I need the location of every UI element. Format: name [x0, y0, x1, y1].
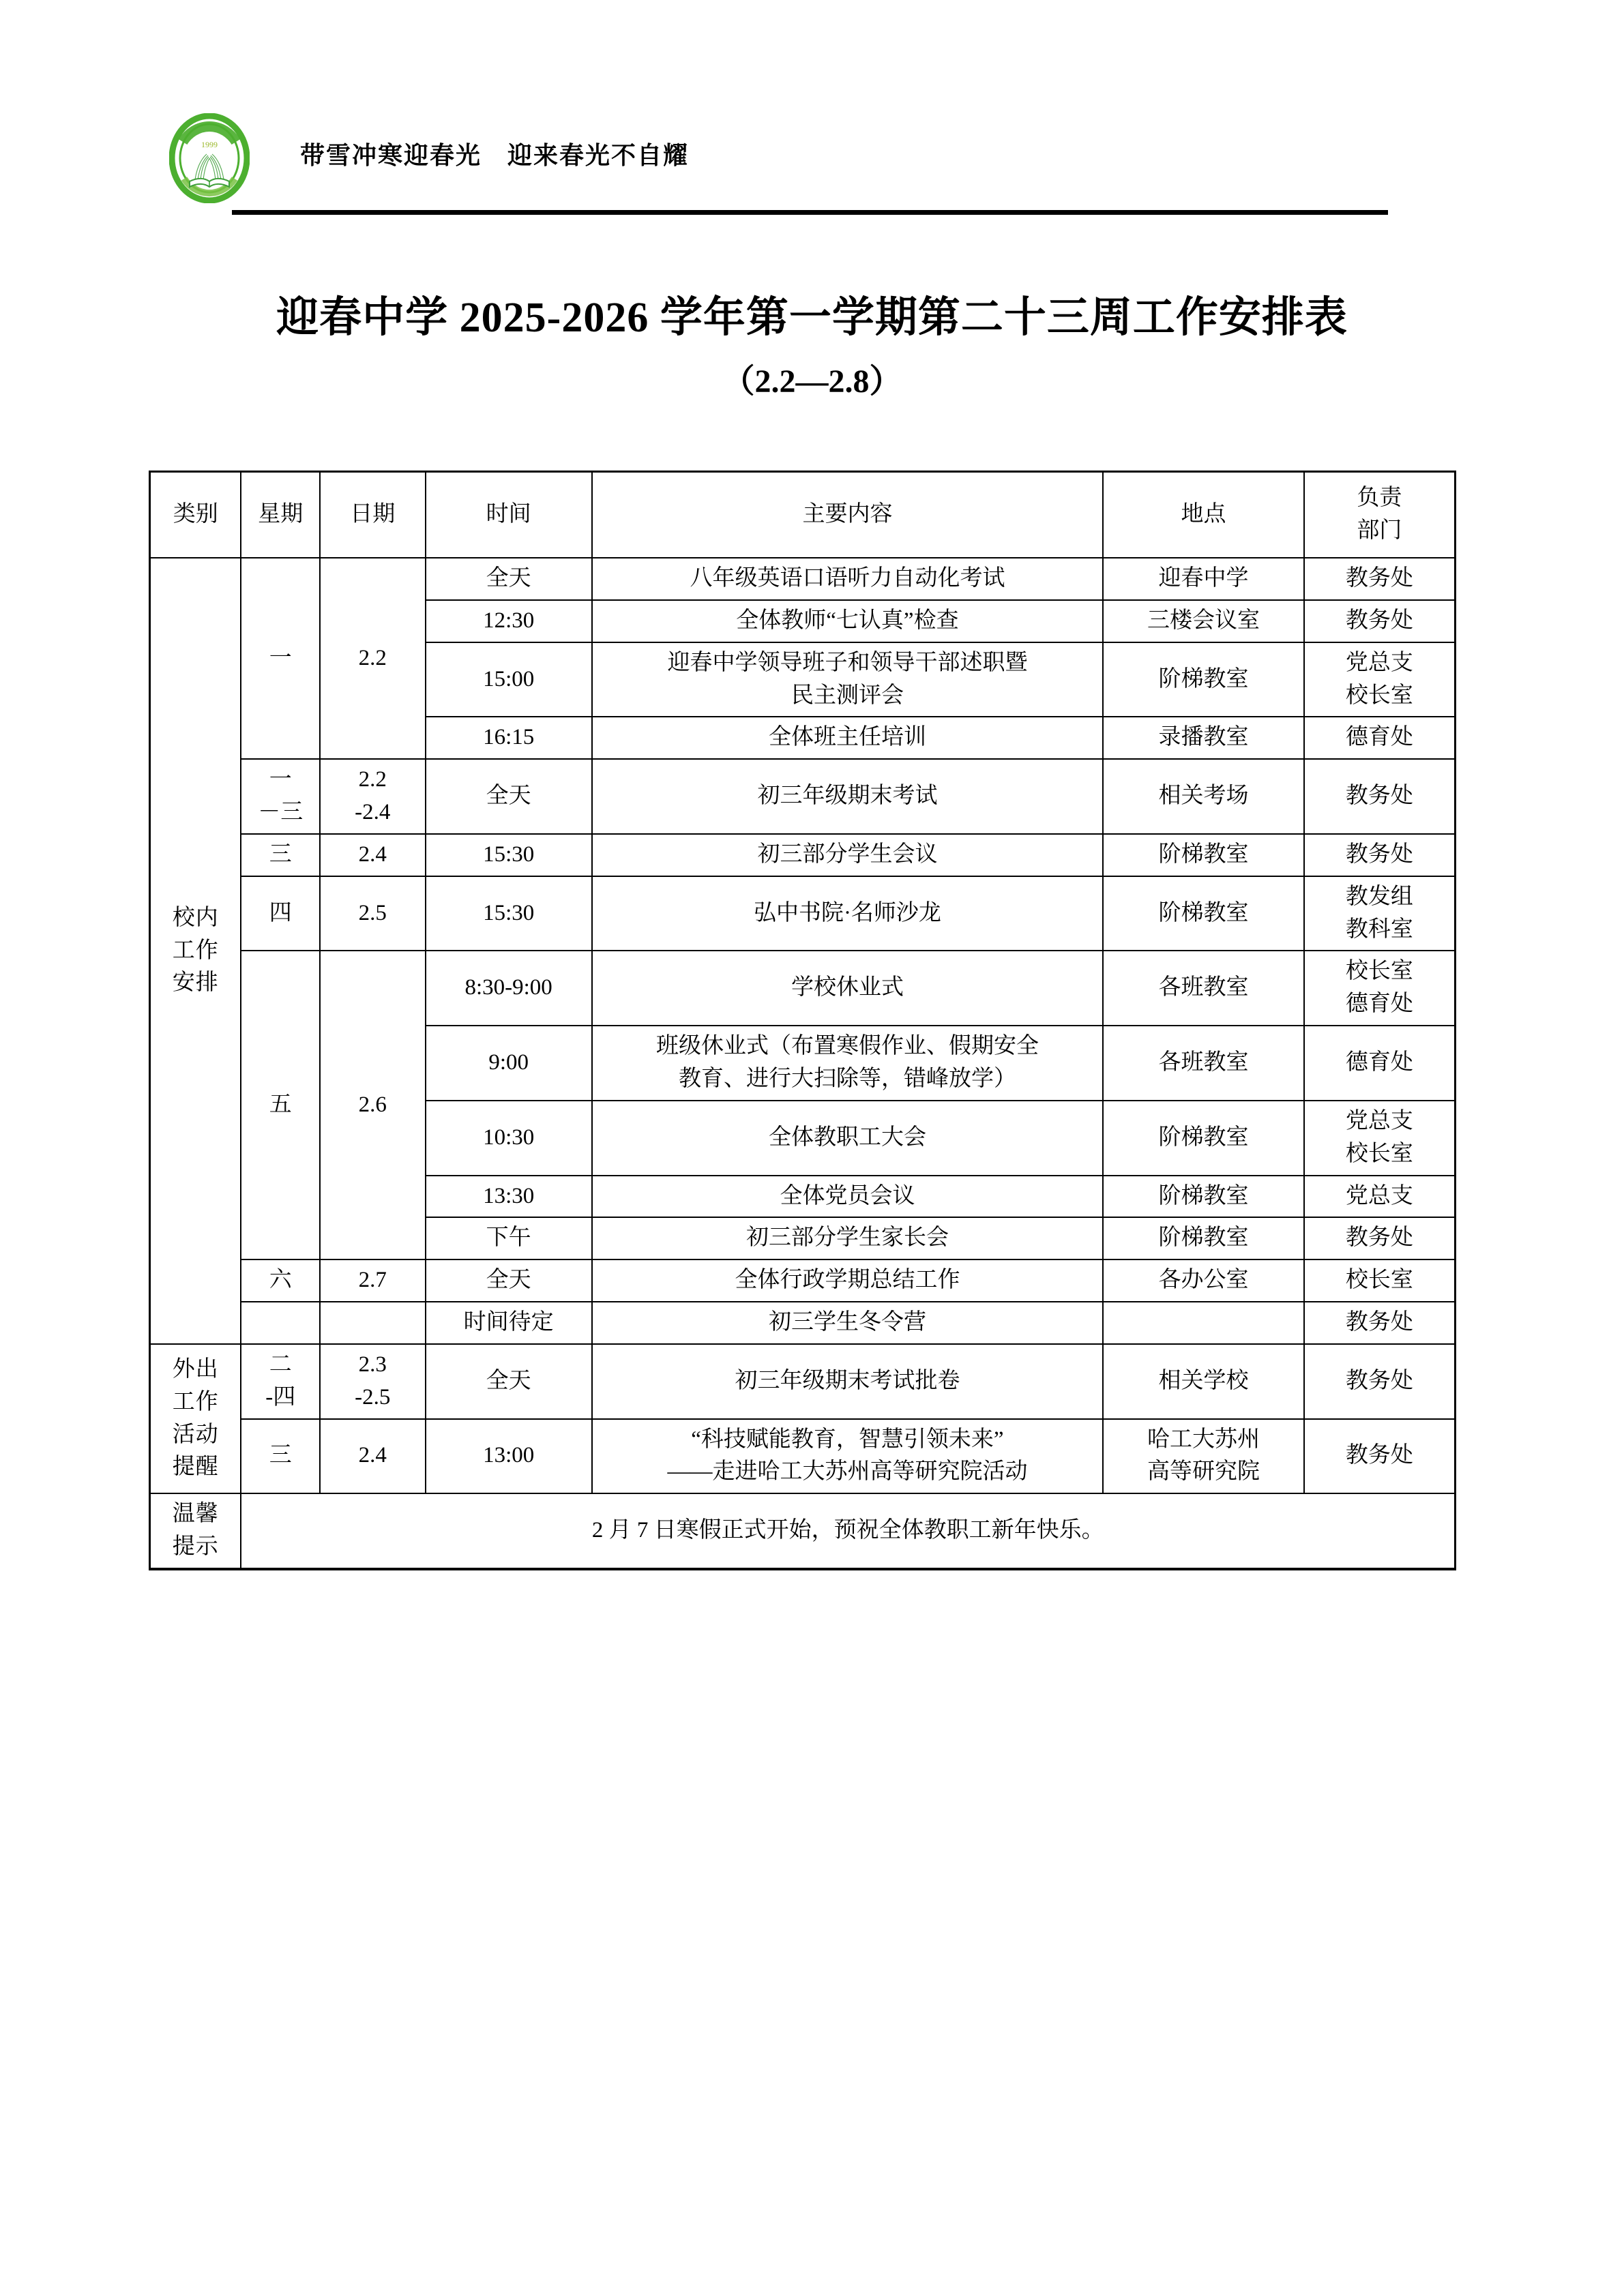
content-cell: 初三学生冬令营	[592, 1302, 1103, 1344]
time-cell: 16:15	[426, 717, 592, 759]
table-row	[150, 876, 1456, 951]
content-cell: 全体教职工大会	[592, 1101, 1103, 1176]
department-cell	[1304, 951, 1456, 1026]
content-cell: 弘中书院·名师沙龙	[592, 876, 1103, 951]
content-line: “科技赋能教育，智慧引领未来”	[691, 1427, 1004, 1452]
col-header-weekday: 星期	[241, 472, 319, 558]
time-cell: 全天	[426, 1259, 592, 1302]
time-cell: 8:30-9:00	[426, 951, 592, 1026]
time-cell: 15:30	[426, 834, 592, 876]
department-line: 党总支	[1345, 650, 1413, 675]
date-line: 2.3	[358, 1352, 387, 1377]
content-line: 迎春中学领导班子和领导干部述职暨	[667, 650, 1028, 675]
date-cell: 2.5	[320, 876, 426, 951]
category-line: 安排	[172, 970, 219, 996]
category-label-external	[150, 1344, 241, 1493]
date-cell: 2.2	[320, 558, 426, 759]
weekday-line: －三	[258, 800, 304, 825]
content-cell: 初三部分学生会议	[592, 834, 1103, 876]
date-cell	[320, 759, 426, 834]
weekday-cell: 一	[241, 558, 319, 759]
time-cell: 12:30	[426, 600, 592, 642]
weekday-cell: 三	[241, 834, 319, 876]
table-row	[150, 1259, 1456, 1302]
department-cell: 教务处	[1304, 1344, 1456, 1419]
department-cell: 教务处	[1304, 834, 1456, 876]
table-row-footer-note	[150, 1493, 1456, 1569]
time-cell: 15:30	[426, 876, 592, 951]
department-line: 德育处	[1345, 992, 1413, 1017]
content-cell	[592, 642, 1103, 717]
department-cell: 教务处	[1304, 759, 1456, 834]
department-cell: 德育处	[1304, 717, 1456, 759]
content-cell: 初三年级期末考试	[592, 759, 1103, 834]
category-line: 工作	[172, 1389, 219, 1414]
location-cell: 三楼会议室	[1103, 600, 1304, 642]
weekday-cell: 五	[241, 951, 319, 1259]
location-cell: 阶梯教室	[1103, 1217, 1304, 1259]
department-cell: 校长室	[1304, 1259, 1456, 1302]
department-cell: 教务处	[1304, 1217, 1456, 1259]
date-line: -2.5	[355, 1384, 391, 1410]
header-divider	[232, 210, 1388, 215]
footer-note-text: 2 月 7 日寒假正式开始，预祝全体教职工新年快乐。	[241, 1493, 1455, 1569]
time-cell: 全天	[426, 1344, 592, 1419]
content-cell: 八年级英语口语听力自动化考试	[592, 558, 1103, 600]
department-line: 教发组	[1345, 884, 1413, 909]
category-line: 外出	[172, 1356, 219, 1382]
department-cell	[1304, 1101, 1456, 1176]
date-line: 2.2	[358, 767, 387, 792]
time-cell: 13:30	[426, 1176, 592, 1218]
col-header-category: 类别	[150, 472, 241, 558]
content-cell: 全体班主任培训	[592, 717, 1103, 759]
time-cell: 15:00	[426, 642, 592, 717]
content-cell: 初三年级期末考试批卷	[592, 1344, 1103, 1419]
department-cell	[1304, 876, 1456, 951]
col-header-department-line2: 部门	[1357, 518, 1402, 543]
time-cell: 10:30	[426, 1101, 592, 1176]
department-cell: 党总支	[1304, 1176, 1456, 1218]
category-line: 工作	[172, 938, 219, 963]
date-line: -2.4	[355, 800, 391, 825]
letterhead	[164, 109, 1460, 218]
location-cell: 各班教室	[1103, 951, 1304, 1026]
logo-year-text: 1999	[201, 140, 218, 149]
department-cell	[1304, 642, 1456, 717]
col-header-location: 地点	[1103, 472, 1304, 558]
time-cell: 下午	[426, 1217, 592, 1259]
location-cell: 阶梯教室	[1103, 1101, 1304, 1176]
date-cell: 2.4	[320, 834, 426, 876]
content-cell: 学校休业式	[592, 951, 1103, 1026]
location-cell: 相关学校	[1103, 1344, 1304, 1419]
time-cell: 全天	[426, 558, 592, 600]
time-cell: 全天	[426, 759, 592, 834]
weekday-cell: 三	[241, 1419, 319, 1494]
time-cell: 13:00	[426, 1419, 592, 1494]
location-line: 高等研究院	[1147, 1459, 1260, 1485]
col-header-content: 主要内容	[592, 472, 1103, 558]
date-cell: 2.6	[320, 951, 426, 1259]
col-header-date: 日期	[320, 472, 426, 558]
location-cell: 录播教室	[1103, 717, 1304, 759]
content-cell: 全体行政学期总结工作	[592, 1259, 1103, 1302]
table-row	[150, 951, 1456, 1026]
footer-label-line: 提示	[172, 1534, 219, 1560]
location-cell: 阶梯教室	[1103, 1176, 1304, 1218]
content-line: 班级休业式（布置寒假作业、假期安全	[655, 1034, 1039, 1059]
table-header-row	[150, 472, 1456, 558]
table-row	[150, 558, 1456, 600]
location-cell	[1103, 1302, 1304, 1344]
content-cell: 全体党员会议	[592, 1176, 1103, 1218]
department-line: 校长室	[1345, 959, 1413, 984]
content-line: 民主测评会	[791, 683, 904, 708]
location-cell: 迎春中学	[1103, 558, 1304, 600]
location-line: 哈工大苏州	[1147, 1427, 1260, 1452]
weekday-cell: 六	[241, 1259, 319, 1302]
col-header-department-line1: 负责	[1357, 486, 1402, 511]
table-row	[150, 1302, 1456, 1344]
category-line: 活动	[172, 1422, 219, 1447]
content-line: ——走进哈工大苏州高等研究院活动	[667, 1459, 1028, 1485]
col-header-time: 时间	[426, 472, 592, 558]
footer-note-label	[150, 1493, 241, 1569]
department-cell: 教务处	[1304, 558, 1456, 600]
col-header-department	[1304, 472, 1456, 558]
weekday-cell	[241, 759, 319, 834]
department-line: 党总支	[1345, 1108, 1413, 1133]
department-line: 校长室	[1345, 683, 1413, 708]
page-title: 迎春中学 2025-2026 学年第一学期第二十三周工作安排表	[276, 295, 1348, 341]
weekday-line: 二	[269, 1352, 292, 1377]
department-cell: 教务处	[1304, 1302, 1456, 1344]
location-cell	[1103, 1419, 1304, 1494]
content-cell	[592, 1026, 1103, 1101]
weekly-schedule-table	[149, 471, 1456, 1570]
date-cell: 2.7	[320, 1259, 426, 1302]
date-cell: 2.4	[320, 1419, 426, 1494]
table-row	[150, 759, 1456, 834]
page-subtitle: （2.2—2.8）	[722, 363, 902, 400]
weekday-line: -四	[265, 1384, 296, 1410]
content-cell: 全体教师“七认真”检查	[592, 600, 1103, 642]
department-cell: 教务处	[1304, 600, 1456, 642]
category-line: 校内	[172, 905, 219, 930]
school-crest-logo	[169, 113, 250, 203]
weekday-cell	[241, 1302, 319, 1344]
category-label-internal	[150, 558, 241, 1344]
time-cell: 9:00	[426, 1026, 592, 1101]
table-row	[150, 1419, 1456, 1494]
content-line: 教育、进行大扫除等，错峰放学）	[678, 1066, 1016, 1091]
table-row	[150, 1344, 1456, 1419]
category-line: 提醒	[172, 1455, 219, 1480]
department-line: 教科室	[1345, 916, 1413, 942]
location-cell: 各班教室	[1103, 1026, 1304, 1101]
school-motto: 带雪冲寒迎春光 迎来春光不自耀	[300, 142, 690, 169]
weekday-line: 一	[269, 767, 292, 792]
date-cell	[320, 1302, 426, 1344]
time-cell: 时间待定	[426, 1302, 592, 1344]
weekday-cell	[241, 1344, 319, 1419]
location-cell: 相关考场	[1103, 759, 1304, 834]
location-cell: 阶梯教室	[1103, 642, 1304, 717]
weekday-cell: 四	[241, 876, 319, 951]
footer-label-line: 温馨	[172, 1502, 219, 1527]
location-cell: 阶梯教室	[1103, 876, 1304, 951]
department-cell: 教务处	[1304, 1419, 1456, 1494]
date-cell	[320, 1344, 426, 1419]
content-cell: 初三部分学生家长会	[592, 1217, 1103, 1259]
content-cell	[592, 1419, 1103, 1494]
table-row	[150, 834, 1456, 876]
department-cell: 德育处	[1304, 1026, 1456, 1101]
department-line: 校长室	[1345, 1141, 1413, 1166]
location-cell: 各办公室	[1103, 1259, 1304, 1302]
location-cell: 阶梯教室	[1103, 834, 1304, 876]
